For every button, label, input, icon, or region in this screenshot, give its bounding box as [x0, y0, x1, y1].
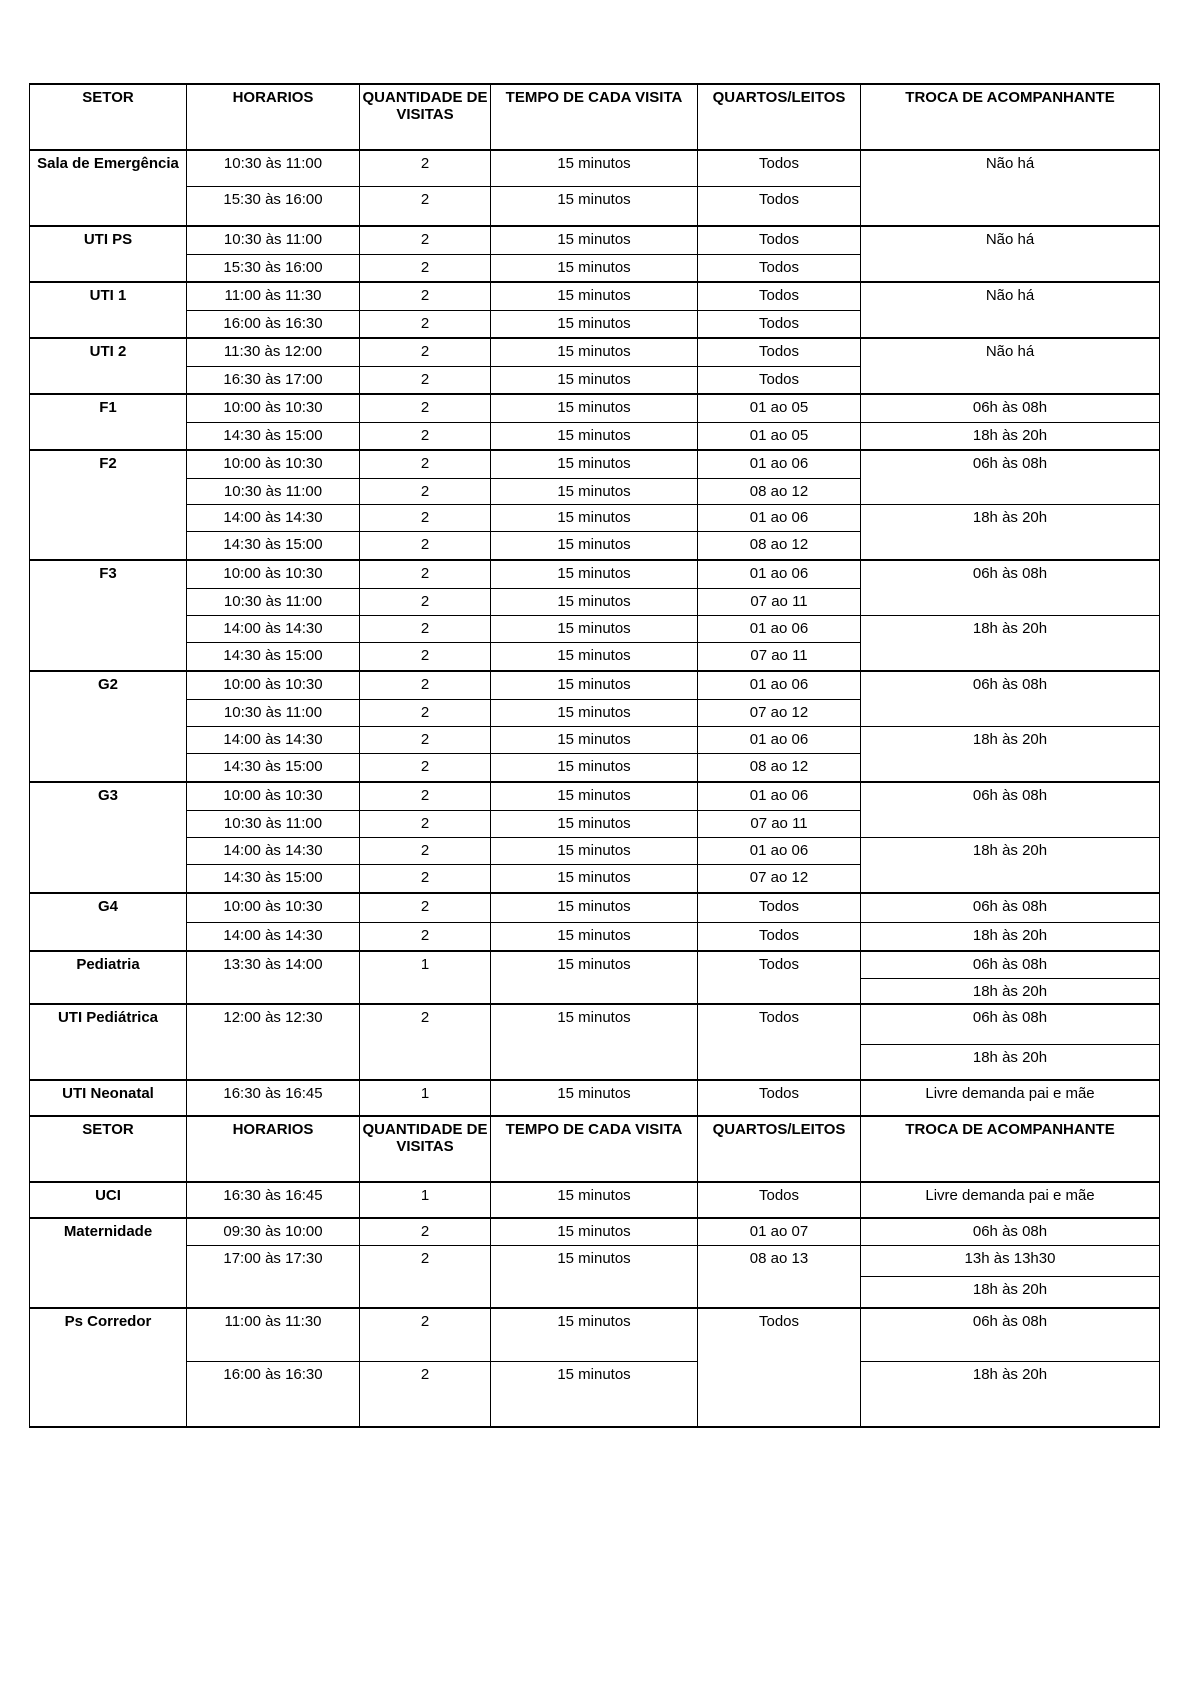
horario-cell: 14:00 às 14:30	[187, 504, 360, 531]
horario-cell: 10:00 às 10:30	[187, 394, 360, 422]
quantidade-cell: 1	[360, 1182, 491, 1218]
table-row	[30, 782, 1160, 810]
setor-g2: G2	[30, 671, 187, 782]
quartos-cell: Todos	[698, 366, 861, 394]
table-row	[30, 671, 1160, 699]
troca-cell: 06h às 08h	[861, 671, 1160, 726]
setor-ps-corredor: Ps Corredor	[30, 1308, 187, 1427]
quantidade-cell: 2	[360, 560, 491, 588]
quantidade-cell: 2	[360, 922, 491, 951]
tempo-cell: 15 minutos	[491, 1080, 698, 1116]
tempo-cell: 15 minutos	[491, 338, 698, 366]
quartos-cell: Todos	[698, 1182, 861, 1218]
table-row	[30, 450, 1160, 478]
table-row	[30, 1004, 1160, 1044]
quantidade-cell: 2	[360, 753, 491, 782]
horario-cell: 14:00 às 14:30	[187, 726, 360, 753]
troca-cell: 13h às 13h30	[861, 1245, 1160, 1276]
quartos-cell: Todos	[698, 1004, 861, 1080]
quantidade-cell: 2	[360, 422, 491, 450]
tempo-cell: 15 minutos	[491, 254, 698, 282]
tempo-cell: 15 minutos	[491, 671, 698, 699]
quartos-cell: 08 ao 12	[698, 531, 861, 560]
quantidade-cell: 2	[360, 837, 491, 864]
header-setor: SETOR	[30, 84, 187, 150]
horario-cell: 14:30 às 15:00	[187, 753, 360, 782]
setor-uti-pediatrica: UTI Pediátrica	[30, 1004, 187, 1080]
quartos-cell: Todos	[698, 310, 861, 338]
horario-cell: 17:00 às 17:30	[187, 1245, 360, 1308]
troca-cell: 06h às 08h	[861, 560, 1160, 615]
horario-cell: 16:30 às 16:45	[187, 1182, 360, 1218]
header-quartos: QUARTOS/LEITOS	[698, 84, 861, 150]
tempo-cell: 15 minutos	[491, 810, 698, 837]
quantidade-cell: 2	[360, 699, 491, 726]
troca-cell: Livre demanda pai e mãe	[861, 1080, 1160, 1116]
table-row	[30, 1080, 1160, 1116]
horario-cell: 10:30 às 11:00	[187, 150, 360, 186]
horario-cell: 11:00 às 11:30	[187, 1308, 360, 1361]
tempo-cell: 15 minutos	[491, 922, 698, 951]
table-row	[30, 560, 1160, 588]
table-row	[30, 726, 1160, 753]
tempo-cell: 15 minutos	[491, 186, 698, 226]
table-row	[30, 1182, 1160, 1218]
tempo-cell: 15 minutos	[491, 837, 698, 864]
table-row	[30, 1308, 1160, 1361]
setor-f1: F1	[30, 394, 187, 450]
quartos-cell: 08 ao 12	[698, 753, 861, 782]
quartos-cell: 01 ao 05	[698, 422, 861, 450]
header-horarios: HORARIOS	[187, 1116, 360, 1182]
quantidade-cell: 2	[360, 282, 491, 310]
quantidade-cell: 2	[360, 450, 491, 478]
table-row	[30, 893, 1160, 922]
quartos-cell: Todos	[698, 893, 861, 922]
quantidade-cell: 2	[360, 726, 491, 753]
quartos-cell: 07 ao 12	[698, 864, 861, 893]
header-troca: TROCA DE ACOMPANHANTE	[861, 84, 1160, 150]
header-quantidade: QUANTIDADE DE VISITAS	[360, 1116, 491, 1182]
horario-cell: 11:00 às 11:30	[187, 282, 360, 310]
table-row	[30, 1245, 1160, 1276]
setor-g4: G4	[30, 893, 187, 951]
quartos-cell: Todos	[698, 1080, 861, 1116]
quantidade-cell: 2	[360, 893, 491, 922]
horario-cell: 10:30 às 11:00	[187, 226, 360, 254]
table-header-row	[30, 84, 1160, 150]
tempo-cell: 15 minutos	[491, 282, 698, 310]
quantidade-cell: 2	[360, 615, 491, 642]
quantidade-cell: 2	[360, 226, 491, 254]
setor-uci: UCI	[30, 1182, 187, 1218]
troca-cell: 06h às 08h	[861, 1308, 1160, 1361]
troca-cell: 06h às 08h	[861, 394, 1160, 422]
setor-g3: G3	[30, 782, 187, 893]
troca-cell: Não há	[861, 338, 1160, 394]
horario-cell: 10:00 às 10:30	[187, 893, 360, 922]
troca-cell: 06h às 08h	[861, 893, 1160, 922]
quartos-cell: Todos	[698, 226, 861, 254]
tempo-cell: 15 minutos	[491, 310, 698, 338]
setor-maternidade: Maternidade	[30, 1218, 187, 1308]
quartos-cell: 01 ao 06	[698, 837, 861, 864]
table-row	[30, 922, 1160, 951]
quartos-cell: 01 ao 05	[698, 394, 861, 422]
quantidade-cell: 2	[360, 394, 491, 422]
quartos-cell: Todos	[698, 1308, 861, 1427]
tempo-cell: 15 minutos	[491, 893, 698, 922]
horario-cell: 14:30 às 15:00	[187, 531, 360, 560]
quantidade-cell: 2	[360, 310, 491, 338]
header-troca: TROCA DE ACOMPANHANTE	[861, 1116, 1160, 1182]
header-horarios: HORARIOS	[187, 84, 360, 150]
horario-cell: 14:00 às 14:30	[187, 922, 360, 951]
tempo-cell: 15 minutos	[491, 1245, 698, 1308]
table-header-row	[30, 1116, 1160, 1182]
quantidade-cell: 2	[360, 478, 491, 504]
table-row	[30, 1361, 1160, 1427]
horario-cell: 16:30 às 17:00	[187, 366, 360, 394]
header-tempo: TEMPO DE CADA VISITA	[491, 1116, 698, 1182]
quantidade-cell: 2	[360, 338, 491, 366]
horario-cell: 11:30 às 12:00	[187, 338, 360, 366]
tempo-cell: 15 minutos	[491, 504, 698, 531]
setor-f3: F3	[30, 560, 187, 671]
quantidade-cell: 2	[360, 531, 491, 560]
quantidade-cell: 2	[360, 642, 491, 671]
quantidade-cell: 2	[360, 150, 491, 186]
quartos-cell: 07 ao 11	[698, 588, 861, 615]
horario-cell: 10:00 às 10:30	[187, 450, 360, 478]
table-row	[30, 226, 1160, 254]
quartos-cell: 01 ao 06	[698, 726, 861, 753]
table-row	[30, 338, 1160, 366]
quantidade-cell: 2	[360, 810, 491, 837]
tempo-cell: 15 minutos	[491, 753, 698, 782]
header-tempo: TEMPO DE CADA VISITA	[491, 84, 698, 150]
quartos-cell: 08 ao 13	[698, 1245, 861, 1308]
quantidade-cell: 2	[360, 504, 491, 531]
setor-sala-de-emergencia: Sala de Emergência	[30, 150, 187, 226]
horario-cell: 14:30 às 15:00	[187, 642, 360, 671]
quantidade-cell: 2	[360, 366, 491, 394]
troca-cell: 06h às 08h	[861, 782, 1160, 837]
quantidade-cell: 2	[360, 1245, 491, 1308]
horario-cell: 13:30 às 14:00	[187, 951, 360, 1004]
horario-cell: 14:00 às 14:30	[187, 837, 360, 864]
tempo-cell: 15 minutos	[491, 1218, 698, 1245]
horario-cell: 10:30 às 11:00	[187, 810, 360, 837]
troca-cell: 18h às 20h	[861, 1361, 1160, 1427]
troca-cell: 18h às 20h	[861, 1044, 1160, 1080]
quantidade-cell: 2	[360, 1218, 491, 1245]
tempo-cell: 15 minutos	[491, 699, 698, 726]
tempo-cell: 15 minutos	[491, 1004, 698, 1080]
quantidade-cell: 2	[360, 254, 491, 282]
header-quantidade: QUANTIDADE DE VISITAS	[360, 84, 491, 150]
horario-cell: 16:00 às 16:30	[187, 1361, 360, 1427]
horario-cell: 15:30 às 16:00	[187, 254, 360, 282]
horario-cell: 10:00 às 10:30	[187, 560, 360, 588]
tempo-cell: 15 minutos	[491, 394, 698, 422]
troca-cell: 18h às 20h	[861, 422, 1160, 450]
quantidade-cell: 1	[360, 951, 491, 1004]
table-row	[30, 422, 1160, 450]
troca-cell: 06h às 08h	[861, 1004, 1160, 1044]
table-row	[30, 951, 1160, 978]
troca-cell: 18h às 20h	[861, 837, 1160, 893]
horario-cell: 12:00 às 12:30	[187, 1004, 360, 1080]
quartos-cell: Todos	[698, 186, 861, 226]
quartos-cell: Todos	[698, 338, 861, 366]
troca-cell: Não há	[861, 150, 1160, 226]
setor-pediatria: Pediatria	[30, 951, 187, 1004]
troca-cell: 18h às 20h	[861, 1276, 1160, 1308]
table-row	[30, 837, 1160, 864]
table-row	[30, 615, 1160, 642]
quartos-cell: Todos	[698, 951, 861, 1004]
tempo-cell: 15 minutos	[491, 150, 698, 186]
horario-cell: 14:30 às 15:00	[187, 422, 360, 450]
horario-cell: 10:00 às 10:30	[187, 782, 360, 810]
header-setor: SETOR	[30, 1116, 187, 1182]
tempo-cell: 15 minutos	[491, 226, 698, 254]
troca-cell: 18h às 20h	[861, 922, 1160, 951]
setor-uti-1: UTI 1	[30, 282, 187, 338]
troca-cell: 18h às 20h	[861, 615, 1160, 671]
quartos-cell: 01 ao 06	[698, 450, 861, 478]
troca-cell: 18h às 20h	[861, 978, 1160, 1004]
quantidade-cell: 2	[360, 782, 491, 810]
tempo-cell: 15 minutos	[491, 478, 698, 504]
quartos-cell: 01 ao 06	[698, 560, 861, 588]
quantidade-cell: 2	[360, 671, 491, 699]
setor-f2: F2	[30, 450, 187, 560]
setor-uti-2: UTI 2	[30, 338, 187, 394]
horario-cell: 10:30 às 11:00	[187, 588, 360, 615]
tempo-cell: 15 minutos	[491, 531, 698, 560]
tempo-cell: 15 minutos	[491, 422, 698, 450]
quartos-cell: 08 ao 12	[698, 478, 861, 504]
quantidade-cell: 2	[360, 1361, 491, 1427]
horario-cell: 10:30 às 11:00	[187, 478, 360, 504]
troca-cell: 06h às 08h	[861, 1218, 1160, 1245]
quartos-cell: 07 ao 11	[698, 642, 861, 671]
quantidade-cell: 2	[360, 588, 491, 615]
tempo-cell: 15 minutos	[491, 951, 698, 1004]
quartos-cell: 01 ao 06	[698, 782, 861, 810]
quantidade-cell: 2	[360, 1004, 491, 1080]
quartos-cell: Todos	[698, 254, 861, 282]
horario-cell: 10:00 às 10:30	[187, 671, 360, 699]
tempo-cell: 15 minutos	[491, 450, 698, 478]
quartos-cell: 01 ao 06	[698, 671, 861, 699]
table-row	[30, 150, 1160, 186]
quantidade-cell: 1	[360, 1080, 491, 1116]
quartos-cell: Todos	[698, 150, 861, 186]
troca-cell: Livre demanda pai e mãe	[861, 1182, 1160, 1218]
tempo-cell: 15 minutos	[491, 560, 698, 588]
quartos-cell: 01 ao 06	[698, 615, 861, 642]
troca-cell: 18h às 20h	[861, 726, 1160, 782]
setor-uti-neonatal: UTI Neonatal	[30, 1080, 187, 1116]
quartos-cell: 07 ao 11	[698, 810, 861, 837]
visiting-hours-table	[29, 83, 1160, 1428]
quantidade-cell: 2	[360, 864, 491, 893]
tempo-cell: 15 minutos	[491, 1182, 698, 1218]
quantidade-cell: 2	[360, 186, 491, 226]
tempo-cell: 15 minutos	[491, 782, 698, 810]
tempo-cell: 15 minutos	[491, 726, 698, 753]
tempo-cell: 15 minutos	[491, 366, 698, 394]
quartos-cell: Todos	[698, 282, 861, 310]
table-row	[30, 1218, 1160, 1245]
horario-cell: 10:30 às 11:00	[187, 699, 360, 726]
tempo-cell: 15 minutos	[491, 1361, 698, 1427]
visiting-schedule	[29, 83, 1159, 1428]
table-row	[30, 282, 1160, 310]
troca-cell: Não há	[861, 282, 1160, 338]
quantidade-cell: 2	[360, 1308, 491, 1361]
horario-cell: 16:00 às 16:30	[187, 310, 360, 338]
tempo-cell: 15 minutos	[491, 615, 698, 642]
horario-cell: 16:30 às 16:45	[187, 1080, 360, 1116]
quartos-cell: 07 ao 12	[698, 699, 861, 726]
tempo-cell: 15 minutos	[491, 642, 698, 671]
setor-uti-ps: UTI PS	[30, 226, 187, 282]
quartos-cell: 01 ao 07	[698, 1218, 861, 1245]
horario-cell: 09:30 às 10:00	[187, 1218, 360, 1245]
horario-cell: 14:30 às 15:00	[187, 864, 360, 893]
troca-cell: 18h às 20h	[861, 504, 1160, 560]
table-row	[30, 394, 1160, 422]
tempo-cell: 15 minutos	[491, 864, 698, 893]
quartos-cell: 01 ao 06	[698, 504, 861, 531]
tempo-cell: 15 minutos	[491, 1308, 698, 1361]
troca-cell: 06h às 08h	[861, 450, 1160, 504]
horario-cell: 15:30 às 16:00	[187, 186, 360, 226]
troca-cell: 06h às 08h	[861, 951, 1160, 978]
table-row	[30, 504, 1160, 531]
horario-cell: 14:00 às 14:30	[187, 615, 360, 642]
quartos-cell: Todos	[698, 922, 861, 951]
tempo-cell: 15 minutos	[491, 588, 698, 615]
header-quartos: QUARTOS/LEITOS	[698, 1116, 861, 1182]
troca-cell: Não há	[861, 226, 1160, 282]
